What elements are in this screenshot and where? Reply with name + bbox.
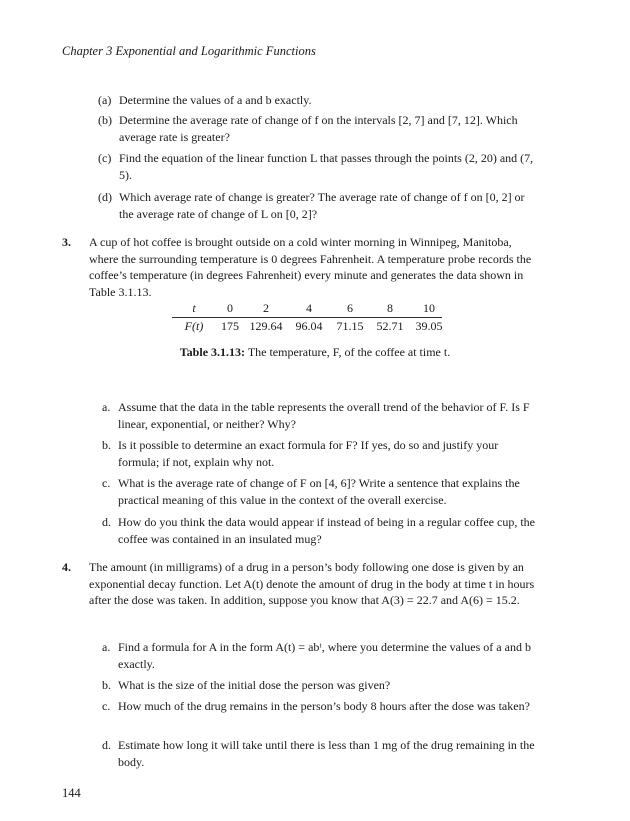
item-label: d. <box>102 738 111 752</box>
list-item <box>102 437 538 470</box>
list-item <box>98 92 538 109</box>
list-item <box>102 639 538 672</box>
item-text: Assume that the data in the table represents the overall trend of the behavior of F. Is F linear, exponential, or neither? Why? <box>118 400 530 431</box>
table-cell: F(t) <box>184 319 204 333</box>
problem-number: 4. <box>62 560 71 574</box>
list-item <box>98 189 538 222</box>
table-header-cell: 10 <box>423 301 435 315</box>
table-cell: 52.71 <box>376 319 404 333</box>
problem-number: 3. <box>62 235 71 249</box>
item-text: How much of the drug remains in the person’s body 8 hours after the dose was taken? <box>118 699 530 713</box>
item-label: d. <box>102 515 111 529</box>
item-label: c. <box>102 699 111 713</box>
item-label: (a) <box>98 93 112 107</box>
item-text: Which average rate of change is greater? The average rate of change of f on [0, 2] or the average rate of change of L on [0, 2]? <box>119 190 525 221</box>
item-label: (c) <box>98 151 112 165</box>
table-header-cell: 6 <box>347 301 353 315</box>
problem-text: The amount (in milligrams) of a drug in a person’s body following one dose is given by an exponential decay function. Let A(t) denote the amount of drug in the body at time t in hours after the dose was taken. In addition, suppose you know that A(3) = 22.7 and A(6) = 15.2. <box>89 560 535 607</box>
item-text: Determine the average rate of change of f on the intervals [2, 7] and [7, 12]. Which average rate is greater? <box>119 113 518 144</box>
list-item <box>102 514 538 547</box>
running-header: Chapter 3 Exponential and Logarithmic Functions <box>62 44 316 58</box>
item-label: c. <box>102 476 111 490</box>
table-header-cell: t <box>192 301 196 315</box>
item-text: Estimate how long it will take until there is less than 1 mg of the drug remaining in the body. <box>118 738 535 769</box>
caption-text: The temperature, F, of the coffee at time t. <box>247 345 451 359</box>
table-header-cell: 0 <box>227 301 233 315</box>
table-header-cell: 8 <box>387 301 393 315</box>
item-text: Find a formula for A in the form A(t) = abᵗ, where you determine the values of a and b exactly. <box>118 640 531 671</box>
item-text: What is the size of the initial dose the person was given? <box>118 678 391 692</box>
table-cell: 71.15 <box>336 319 364 333</box>
item-text: How do you think the data would appear if instead of being in a regular coffee cup, the coffee was contained in an insulated mug? <box>118 515 535 546</box>
list-item <box>102 737 538 770</box>
item-label: (b) <box>98 113 112 127</box>
item-label: a. <box>102 640 111 654</box>
item-label: b. <box>102 678 111 692</box>
table-row <box>172 318 448 335</box>
caption-label: Table 3.1.13: <box>179 345 246 359</box>
item-text: Determine the values of a and b exactly. <box>119 93 312 107</box>
item-label: b. <box>102 438 111 452</box>
problem-4 <box>62 559 538 609</box>
list-item <box>102 475 538 508</box>
table-cell: 96.04 <box>295 319 323 333</box>
table-cell: 175 <box>221 319 239 333</box>
problem-3 <box>62 234 538 300</box>
table-header-row <box>172 300 448 317</box>
item-text: What is the average rate of change of F on [4, 6]? Write a sentence that explains the practical meaning of this value in the context of the overall exercise. <box>118 476 520 507</box>
table-header-cell: 4 <box>306 301 312 315</box>
list-item <box>98 112 538 145</box>
table-header-cell: 2 <box>263 301 269 315</box>
list-item <box>102 677 538 694</box>
page-number: 144 <box>62 786 81 800</box>
item-text: Find the equation of the linear function L that passes through the points (2, 20) and (7, 5). <box>119 151 534 182</box>
table-cell: 129.64 <box>249 319 283 333</box>
table-caption <box>0 345 630 360</box>
list-item <box>98 150 538 183</box>
list-item <box>102 399 538 432</box>
item-label: (d) <box>98 190 112 204</box>
item-text: Is it possible to determine an exact formula for F? If yes, do so and justify your formula; if not, explain why not. <box>118 438 499 469</box>
item-label: a. <box>102 400 111 414</box>
problem-text: A cup of hot coffee is brought outside on a cold winter morning in Winnipeg, Manitoba, where the surrounding temperature is 0 degrees Fahrenheit. A temperature probe records the coffee’s temperature (in degrees Fahrenheit) every minute and generates the data shown in Table 3.1.13. <box>89 235 532 299</box>
table-cell: 39.05 <box>415 319 443 333</box>
temperature-table <box>172 300 448 335</box>
list-item <box>102 698 538 715</box>
